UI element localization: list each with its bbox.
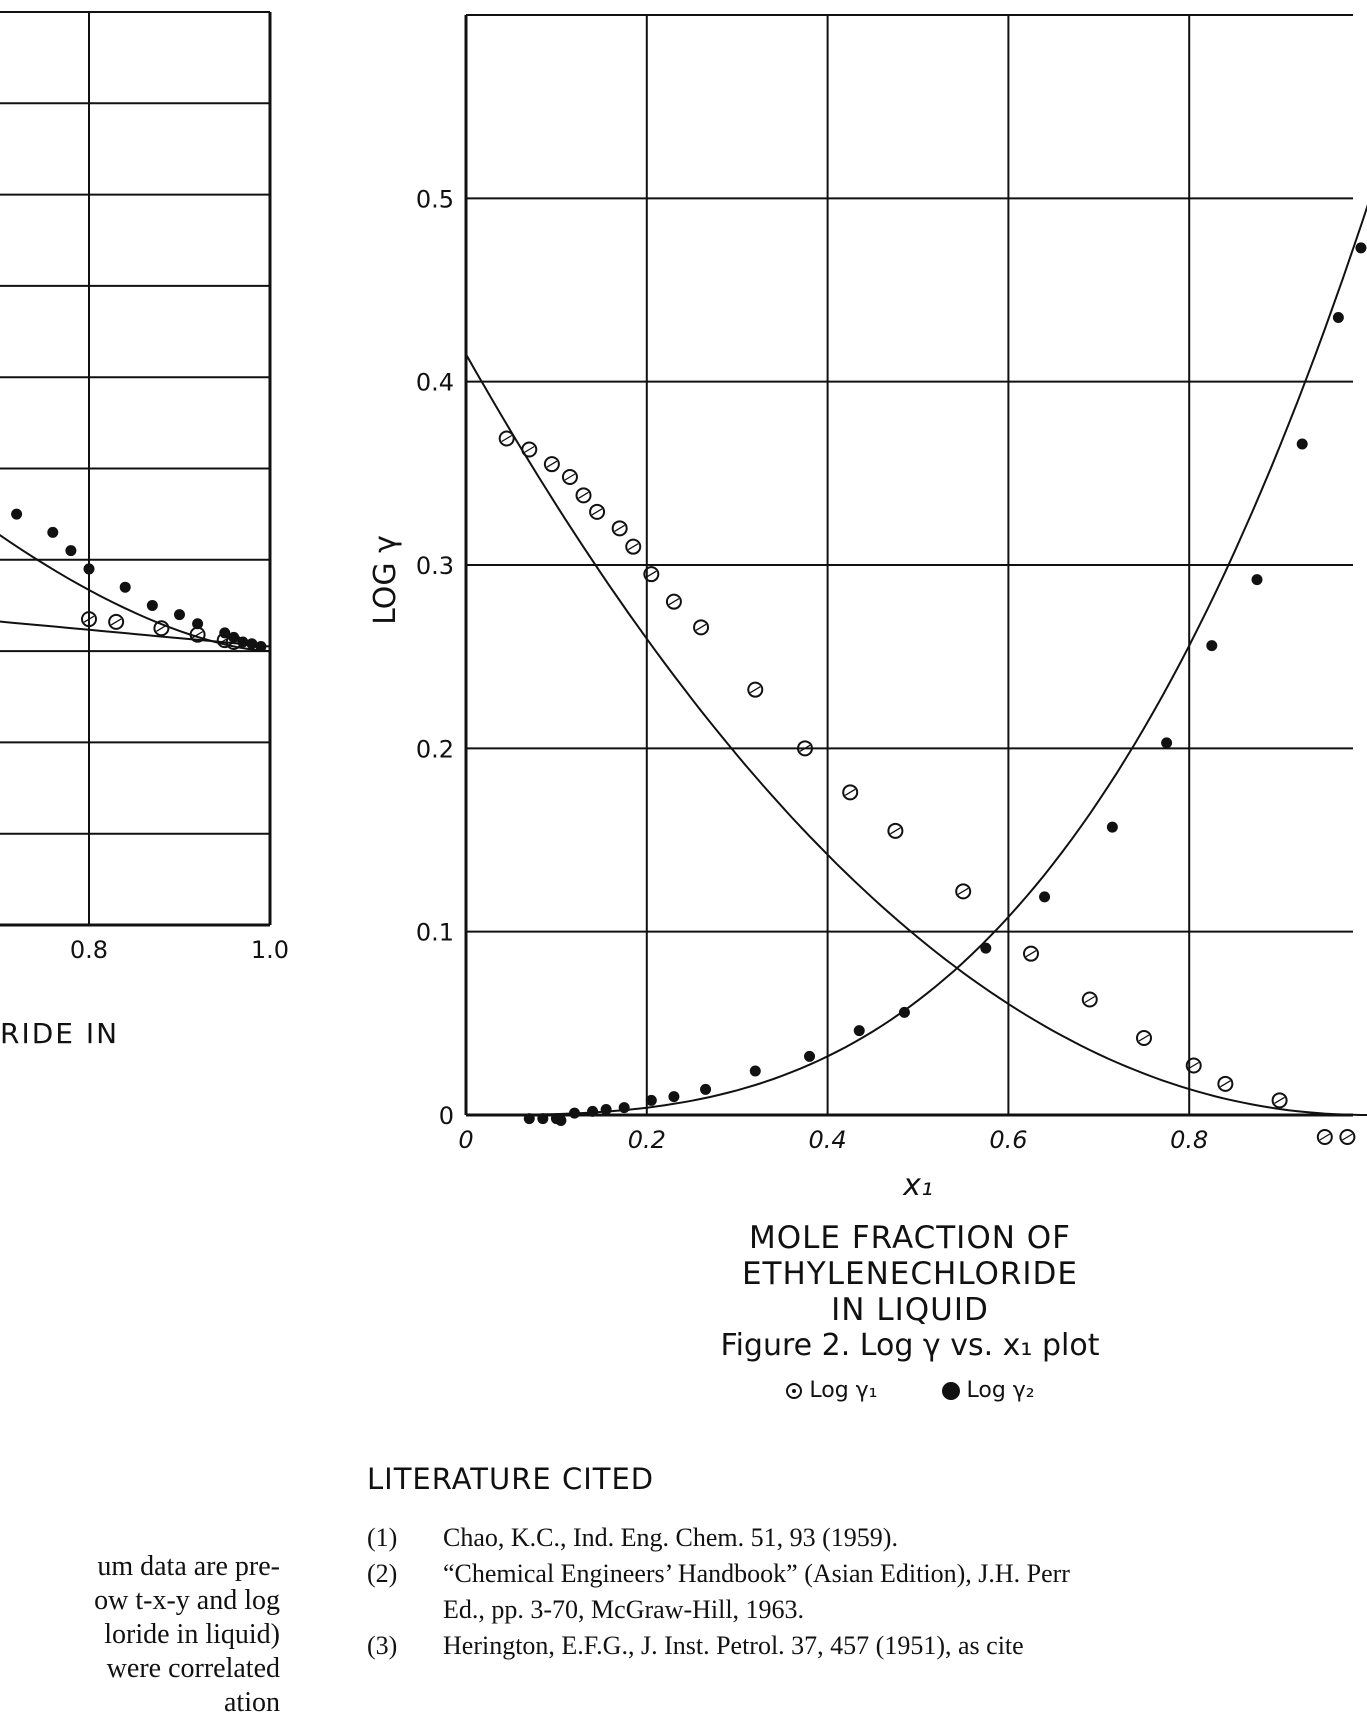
data-point-filled bbox=[619, 1102, 630, 1113]
data-point-filled bbox=[174, 609, 185, 620]
data-point-filled bbox=[255, 641, 266, 652]
data-point-filled bbox=[899, 1007, 910, 1018]
reference-number: (1) bbox=[367, 1523, 398, 1552]
data-point-filled bbox=[120, 582, 131, 593]
legend bbox=[600, 1378, 1220, 1403]
data-point-filled bbox=[569, 1108, 580, 1119]
data-point-filled bbox=[700, 1084, 711, 1095]
data-point-open-slash bbox=[845, 789, 855, 795]
figure-caption: Figure 2. Log γ vs. x₁ plot bbox=[720, 1328, 1100, 1363]
data-point-open-slash bbox=[1220, 1081, 1230, 1087]
data-point-filled bbox=[646, 1095, 657, 1106]
x-axis-title-line1: MOLE FRACTION OF ETHYLENECHLORIDE bbox=[741, 1220, 1079, 1292]
data-point-filled bbox=[65, 545, 76, 556]
data-point-open-slash bbox=[1275, 1097, 1285, 1103]
x-axis-title-fragment: RIDE IN bbox=[0, 1017, 120, 1050]
data-point-filled bbox=[1107, 822, 1118, 833]
data-point-filled bbox=[1297, 439, 1308, 450]
x-tick-label: 0.4 bbox=[808, 1126, 847, 1154]
data-point-open-slash bbox=[628, 544, 638, 550]
data-point-filled bbox=[750, 1066, 761, 1077]
body-text-fragment bbox=[0, 1550, 280, 1720]
data-point-filled bbox=[668, 1091, 679, 1102]
fit-curve-upper bbox=[0, 278, 270, 651]
x-tick-label: 0.8 bbox=[69, 936, 109, 964]
data-point-open-slash bbox=[565, 474, 575, 480]
data-point-open-slash bbox=[958, 888, 968, 894]
x-tick-label: 0.2 bbox=[627, 1126, 666, 1154]
data-point-open-slash bbox=[156, 625, 166, 631]
data-point-open-slash bbox=[890, 828, 900, 834]
y-tick-label: 0.1 bbox=[415, 918, 454, 947]
x-tick-label: 0.8 bbox=[1170, 1126, 1209, 1154]
x-axis-title-line2: IN LIQUID bbox=[831, 1292, 989, 1328]
filled-circle-marker-icon bbox=[941, 1381, 961, 1401]
legend-item-gamma1 bbox=[785, 1378, 884, 1403]
data-point-open-slash bbox=[669, 599, 679, 605]
open-circle-marker-icon bbox=[785, 1382, 803, 1400]
body-line: ation bbox=[224, 1687, 280, 1718]
body-line: ow t-x-y and log bbox=[94, 1585, 280, 1616]
x-axis-label: x₁ bbox=[903, 1168, 933, 1203]
literature-heading: LITERATURE CITED bbox=[367, 1462, 655, 1496]
data-point-open-slash bbox=[696, 624, 706, 630]
reference-text: Herington, E.F.G., J. Inst. Petrol. 37, 457 (1951), as cite bbox=[443, 1631, 1024, 1660]
left-chart bbox=[0, 12, 289, 1050]
data-point-open-slash bbox=[1085, 997, 1095, 1003]
reference-text: Chao, K.C., Ind. Eng. Chem. 51, 93 (1959). bbox=[443, 1523, 898, 1552]
data-point-filled bbox=[47, 527, 58, 538]
data-point-open-slash bbox=[1026, 951, 1036, 957]
x-tick-label: 0 bbox=[458, 1126, 474, 1154]
body-line: were correlated bbox=[106, 1653, 280, 1684]
reference-list bbox=[367, 1520, 1367, 1664]
data-point-open-slash bbox=[615, 525, 625, 531]
data-point-filled bbox=[524, 1113, 535, 1124]
x-tick-label: 0.6 bbox=[989, 1126, 1028, 1154]
data-point-filled bbox=[587, 1106, 598, 1117]
reference-text: “Chemical Engineers’ Handbook” (Asian Edition), J.H. Perr bbox=[443, 1559, 1070, 1588]
y-tick-label: 0 bbox=[438, 1102, 454, 1130]
data-point-open-slash bbox=[1320, 1134, 1330, 1140]
data-point-filled bbox=[537, 1113, 548, 1124]
data-point-open-slash bbox=[524, 447, 534, 453]
data-point-open-slash bbox=[592, 509, 602, 515]
legend-label-gamma2: Log γ₂ bbox=[966, 1378, 1035, 1403]
reference-2-continued: Ed., pp. 3-70, McGraw-Hill, 1963. bbox=[443, 1595, 805, 1624]
right-chart bbox=[368, 15, 1367, 1203]
data-point-filled bbox=[1206, 640, 1217, 651]
x-axis-title bbox=[600, 1220, 1220, 1328]
reference-2 bbox=[367, 1556, 1367, 1592]
data-point-open-slash bbox=[646, 571, 656, 577]
reference-1 bbox=[367, 1520, 1367, 1556]
x-tick-label: 1.0 bbox=[250, 936, 290, 964]
y-tick-label: 0.3 bbox=[415, 552, 454, 580]
data-point-open-slash bbox=[1342, 1134, 1352, 1140]
y-axis-label: LOG γ bbox=[368, 535, 403, 625]
data-point-open-slash bbox=[750, 687, 760, 693]
data-point-filled bbox=[1039, 891, 1050, 902]
body-line: loride in liquid) bbox=[104, 1619, 280, 1650]
data-point-open-slash bbox=[547, 461, 557, 467]
data-point-filled bbox=[1161, 737, 1172, 748]
legend-item-gamma2 bbox=[941, 1378, 1035, 1403]
data-point-filled bbox=[11, 509, 22, 520]
data-point-open-slash bbox=[1139, 1035, 1149, 1041]
data-point-filled bbox=[147, 600, 158, 611]
reference-number: (2) bbox=[367, 1559, 398, 1588]
y-tick-label: 0.2 bbox=[415, 735, 454, 764]
data-point-open-slash bbox=[111, 619, 121, 625]
reference-number: (3) bbox=[367, 1631, 398, 1660]
data-point-filled bbox=[804, 1051, 815, 1062]
data-point-filled bbox=[980, 943, 991, 954]
fit-curve-gamma2 bbox=[466, 198, 1367, 1115]
data-point-filled bbox=[1252, 574, 1263, 585]
data-point-filled bbox=[854, 1025, 865, 1036]
reference-3 bbox=[367, 1628, 1367, 1664]
data-point-filled bbox=[1333, 312, 1344, 323]
data-point-filled bbox=[1355, 242, 1366, 253]
data-point-filled bbox=[84, 563, 95, 574]
data-point-filled bbox=[555, 1115, 566, 1126]
data-point-open-slash bbox=[502, 436, 512, 442]
y-tick-label: 0.5 bbox=[415, 185, 454, 214]
body-line: um data are pre- bbox=[97, 1551, 280, 1582]
data-point-open-slash bbox=[579, 492, 589, 498]
data-point-filled bbox=[601, 1104, 612, 1115]
y-tick-label: 0.4 bbox=[415, 368, 454, 397]
legend-label-gamma1: Log γ₁ bbox=[809, 1378, 878, 1403]
data-point-open-slash bbox=[1189, 1063, 1199, 1069]
